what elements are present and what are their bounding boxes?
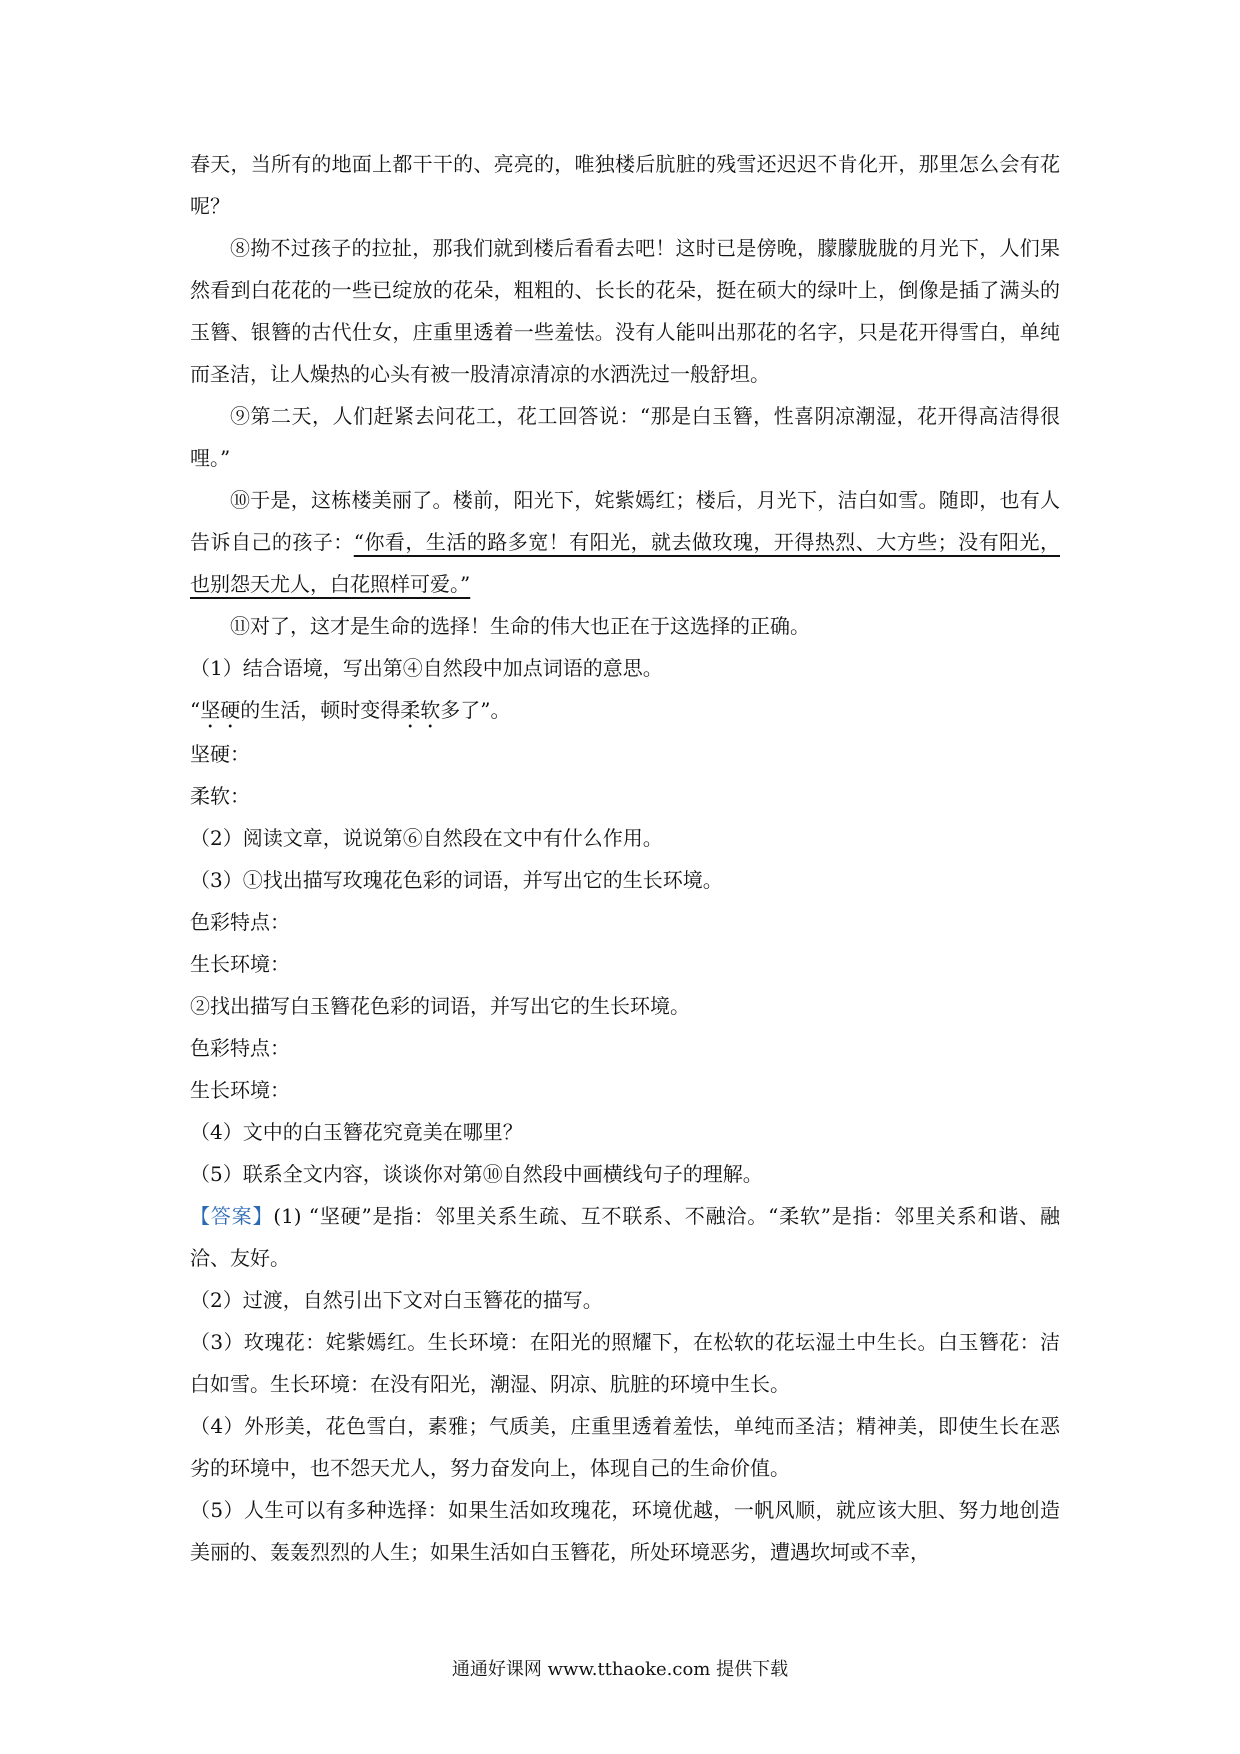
answer-1-text: (1) “坚硬”是指：邻里关系生疏、互不联系、不融洽。“柔软”是指：邻里关系和谐、融洽、友好。: [190, 1204, 1060, 1270]
passage-paragraph-10: [190, 479, 1060, 605]
passage-paragraph-7-tail: 春天，当所有的地面上都干干的、亮亮的，唯独楼后肮脏的残雪还迟迟不肯化开，那里怎么会有花呢？: [190, 152, 1060, 218]
question-1-quote: [190, 689, 1060, 733]
question-3-part-2: ②找出描写白玉簪花色彩的词语，并写出它的生长环境。: [190, 994, 690, 1018]
passage-paragraph-9: ⑨第二天，人们赶紧去问花工，花工回答说：“那是白玉簪，性喜阴凉潮湿，花开得高洁得很哩。”: [190, 404, 1060, 470]
passage-paragraph-8: ⑧拗不过孩子的拉扯，那我们就到楼后看看去吧！这时已是傍晚，朦朦胧胧的月光下，人们果然看到白花花的一些已绽放的花朵，粗粗的、长长的花朵，挺在硕大的绿叶上，倒像是插了满头的玉簪、银簪的古代仕女，庄重里透着一些羞怯。没有人能叫出那花的名字，只是花开得雪白，单纯而圣洁，让人燥热的心头有被一股清凉清凉的水洒洗过一般舒坦。: [190, 236, 1060, 386]
question-4: （4）文中的白玉簪花究竟美在哪里？: [190, 1120, 523, 1144]
answer-label-rouruan: 柔软：: [190, 784, 250, 808]
answer-label-environment: 生长环境：: [190, 952, 290, 976]
quote-open: “: [190, 698, 201, 722]
question-3: （3）①找出描写玫瑰花色彩的词语，并写出它的生长环境。: [190, 868, 723, 892]
answer-2: （2）过渡，自然引出下文对白玉簪花的描写。: [190, 1288, 603, 1312]
answer-label-environment-2: 生长环境：: [190, 1078, 290, 1102]
quote-middle: 的生活，顿时变得: [240, 698, 401, 722]
document-body: [190, 143, 1060, 1573]
quote-close: 多了”。: [440, 698, 511, 722]
answer-1: [190, 1195, 1060, 1279]
answer-5: （5）人生可以有多种选择：如果生活如玫瑰花，环境优越，一帆风顺，就应该大胆、努力地创造美丽的、轰轰烈烈的人生；如果生活如白玉簪花，所处环境恶劣，遭遇坎坷或不幸，: [190, 1498, 1060, 1564]
page-footer: 通通好课网 www.tthaoke.com 提供下载: [451, 1659, 789, 1680]
answer-3: （3）玫瑰花：姹紫嫣红。生长环境：在阳光的照耀下，在松软的花坛湿土中生长。白玉簪花：洁白如雪。生长环境：在没有阳光，潮湿、阴凉、肮脏的环境中生长。: [190, 1330, 1060, 1396]
passage-paragraph-11: ⑪对了，这才是生命的选择！生命的伟大也正在于这选择的正确。: [230, 614, 810, 638]
question-2: （2）阅读文章，说说第⑥自然段在文中有什么作用。: [190, 826, 663, 850]
dotted-word-jianying: 坚硬: [200, 698, 241, 722]
paragraph-10-text: ⑩于是，这栋楼美丽了。楼前，阳光下，姹紫嫣红；楼后，月光下，洁白如雪。随即，也有人告诉自己的孩子：: [190, 488, 1060, 554]
question-1: （1）结合语境，写出第④自然段中加点词语的意思。: [190, 656, 663, 680]
answer-4: （4）外形美，花色雪白，素雅；气质美，庄重里透着羞怯，单纯而圣洁；精神美，即使生长在恶劣的环境中，也不怨天尤人，努力奋发向上，体现自己的生命价值。: [190, 1414, 1060, 1480]
answer-label-color-2: 色彩特点：: [190, 1036, 290, 1060]
answer-label-jianying: 坚硬：: [190, 742, 250, 766]
answer-tag: 【答案】: [190, 1204, 274, 1228]
answer-label-color: 色彩特点：: [190, 910, 290, 934]
underlined-sentence: “你看，生活的路多宽！有阳光，就去做玫瑰，开得热烈、大方些；没有阳光，也别怨天尤人，白花照样可爱。”: [190, 530, 1060, 596]
dotted-word-rouruan: 柔软: [400, 698, 441, 722]
question-5: （5）联系全文内容，谈谈你对第⑩自然段中画横线句子的理解。: [190, 1162, 763, 1186]
